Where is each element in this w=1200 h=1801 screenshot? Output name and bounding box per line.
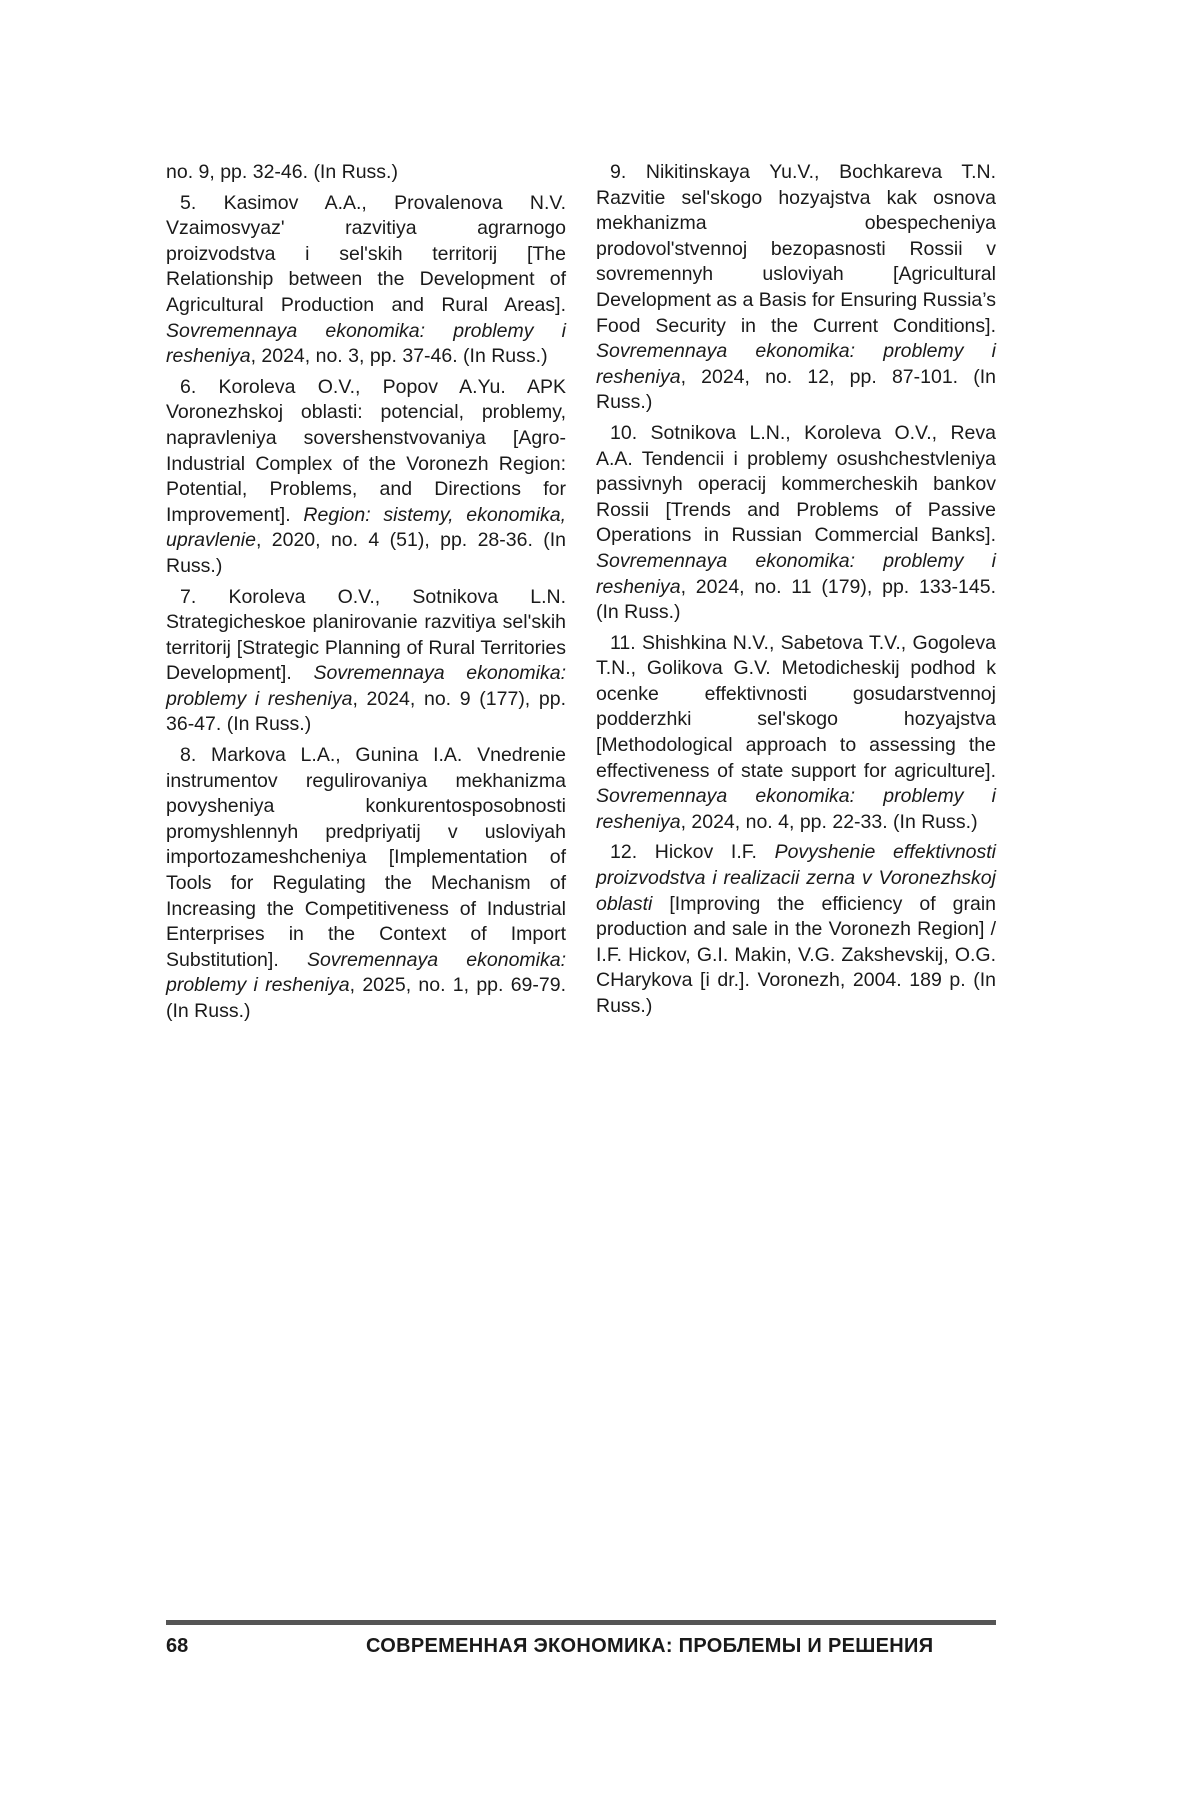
reference-item: no. 9, pp. 32-46. (In Russ.) xyxy=(166,161,398,183)
reference-item: 12. Hickov I.F. Povyshenie effektivnosti proizvodstva i realizacii zerna v Voronezhskoj oblasti [Improving the efficiency of grain production and sale in the Voronezh Region] / I.F. Hickov, G.I. Makin, V.G. Zakshevskij, O.G. CHarykova [i dr.]. Voronezh, 2004. 189 p. (In Russ.) xyxy=(596,841,997,1017)
references-left-column xyxy=(166,160,566,1030)
reference-item: 10. Sotnikova L.N., Koroleva O.V., Reva A.A. Tendencii i problemy osushchestvleniya passivnyh operacij kommercheskih bankov Rossii [Trends and Problems of Passive Operations in Russian Commercial Banks]. Sovremennaya ekonomika: problemy i resheniya, 2024, no. 11 (179), pp. 133-145. (In Russ.) xyxy=(596,421,996,624)
reference-item: 5. Kasimov A.A., Provalenova N.V. Vzaimosvyaz' razvitiya agrarnogo proizvodstva i sel'skih territorij [The Relationship between the Development of Agricultural Production and Rural Areas]. Sovremennaya ekonomika: problemy i resheniya, 2024, no. 3, pp. 37-46. (In Russ.) xyxy=(166,191,566,368)
page-number: 68 xyxy=(166,1635,189,1657)
references-right-column xyxy=(596,160,996,1025)
reference-item: 6. Koroleva O.V., Popov A.Yu. APK Voronezhskoj oblasti: potencial, problemy, napravleniya sovershenstvovaniya [Agro-Industrial Complex of the Voronezh Region: Potential, Problems, and Directions for Improvement]. Region: sistemy, ekonomika, upravlenie, 2020, no. 4 (51), pp. 28-36. (In Russ.) xyxy=(166,375,566,577)
reference-item: 11. Shishkina N.V., Sabetova T.V., Gogoleva T.N., Golikova G.V. Metodicheskij podhod k ocenke effektivnosti gosudarstvennoj podderzhki sel'skogo hozyajstva [Methodological approach to assessing the effectiveness of state support for agriculture]. Sovremennaya ekonomika: problemy i resheniya, 2024, no. 4, pp. 22-33. (In Russ.) xyxy=(596,631,996,833)
reference-item: 8. Markova L.A., Gunina I.A. Vnedrenie instrumentov regulirovaniya mekhanizma povysheniya konkurentosposobnosti promyshlennyh predpriyatij v usloviyah importozameshcheniya [Implementation of Tools for Regulating the Mechanism of Increasing the Competitiveness of Industrial Enterprises in the Context of Import Substitution]. Sovremennaya ekonomika: problemy i resheniya, 2025, no. 1, pp. 69-79. (In Russ.) xyxy=(166,744,567,1022)
journal-title: СОВРЕМЕННАЯ ЭКОНОМИКА: ПРОБЛЕМЫ И РЕШЕНИЯ xyxy=(366,1635,934,1657)
reference-item: 7. Koroleva O.V., Sotnikova L.N. Strategicheskoe planirovanie razvitiya sel'skih territorij [Strategic Planning of Rural Territories Development]. Sovremennaya ekonomika: problemy i resheniya, 2024, no. 9 (177), pp. 36-47. (In Russ.) xyxy=(166,585,567,736)
reference-item: 9. Nikitinskaya Yu.V., Bochkareva T.N. Razvitie sel'skogo hozyajstva kak osnova mekhanizma obespecheniya prodovol'stvennoj bezopasnosti Rossii v sovremennyh usloviyah [Agricultural Development as a Basis for Ensuring Russia’s Food Security in the Current Conditions]. Sovremennaya ekonomika: problemy i resheniya, 2024, no. 12, pp. 87-101. (In Russ.) xyxy=(596,161,996,414)
footer-divider xyxy=(166,1620,996,1625)
